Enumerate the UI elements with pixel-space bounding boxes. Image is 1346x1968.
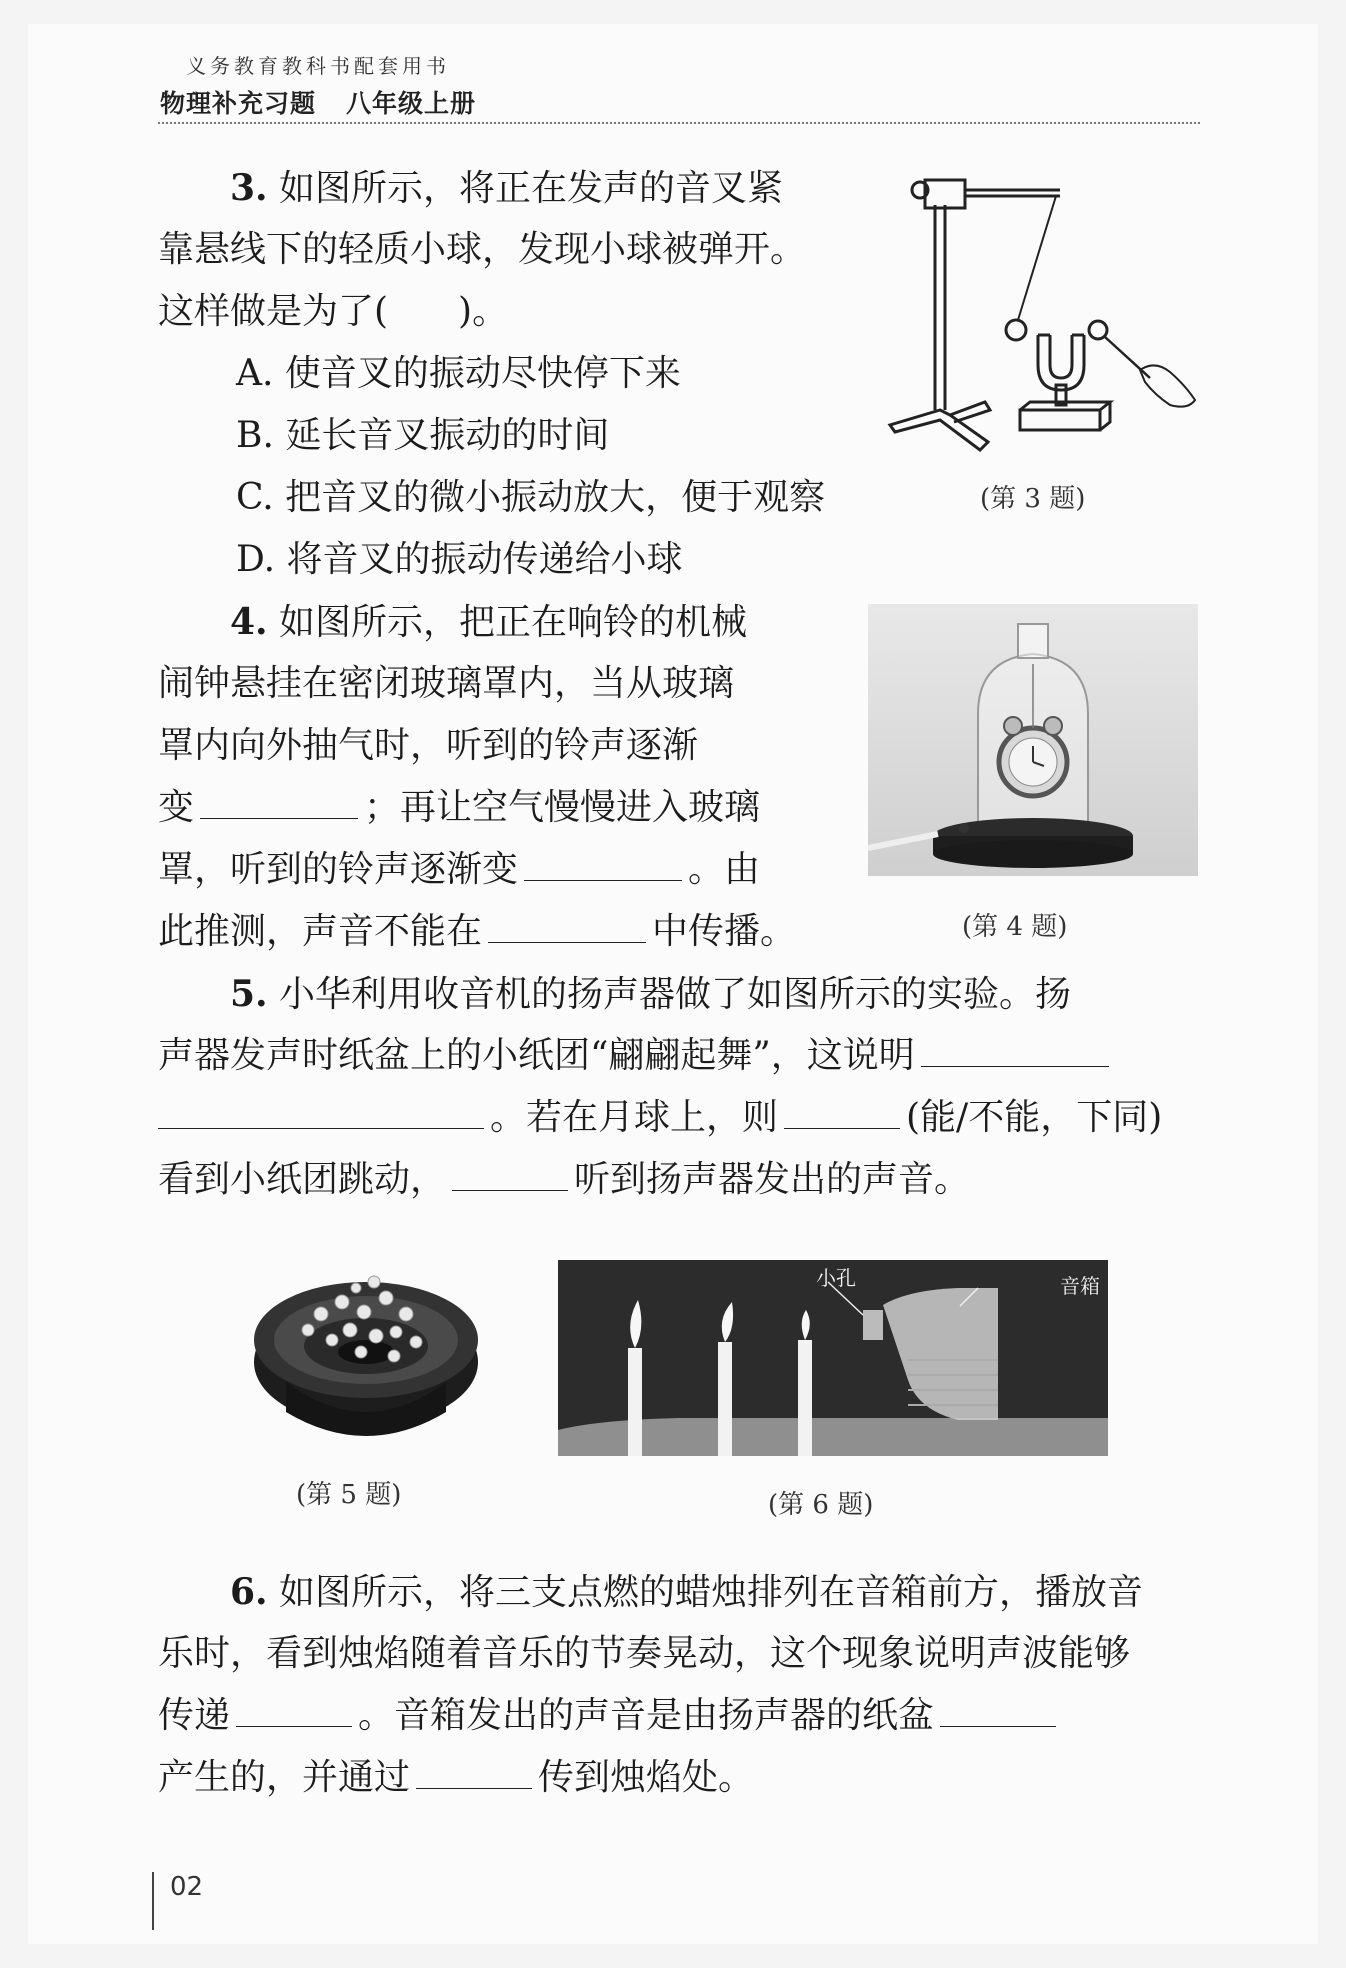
series-title: 义务教育教科书配套用书 <box>186 54 450 78</box>
q3-option-a[interactable]: A. 使音叉的振动尽快停下来 <box>236 353 681 394</box>
book-title <box>160 84 476 120</box>
q6-blank-3[interactable] <box>416 1752 532 1789</box>
fig4-caption: (第 4 题) <box>962 912 1068 942</box>
q3-number: 3. <box>230 167 268 209</box>
q4-blank-3[interactable] <box>488 906 646 943</box>
q5-number: 5. <box>230 973 268 1015</box>
label-hole: 小孔 <box>816 1266 856 1290</box>
q5-line4: 看到小纸团跳动， 听到扬声器发出的声音。 <box>158 1150 970 1210</box>
q4-line3: 罩内向外抽气时，听到的铃声逐渐 <box>158 725 699 766</box>
q5-blank-1b[interactable] <box>158 1092 484 1129</box>
header-divider <box>158 122 1200 124</box>
fig3-caption: (第 3 题) <box>980 484 1086 514</box>
fig5-caption: (第 5 题) <box>296 1480 402 1510</box>
q3-line2: 靠悬线下的轻质小球，发现小球被弹开。 <box>158 229 807 270</box>
speaker-figure <box>246 1262 486 1452</box>
bell-jar-photo <box>868 604 1198 876</box>
q4-line1: 4. 如图所示，把正在响铃的机械 <box>230 601 748 643</box>
q3-option-d[interactable]: D. 将音叉的振动传递给小球 <box>236 539 683 580</box>
page-number-bar <box>152 1872 154 1930</box>
q3-line3: 这样做是为了( )。 <box>158 291 509 332</box>
q5-line1: 5. 小华利用收音机的扬声器做了如图所示的实验。扬 <box>230 973 1072 1015</box>
q5-line2: 声器发声时纸盆上的小纸团“翩翩起舞”，这说明 <box>158 1026 1109 1086</box>
q3-option-c[interactable]: C. 把音叉的微小振动放大，便于观察 <box>236 477 826 518</box>
q4-line2: 闹钟悬挂在密闭玻璃罩内，当从玻璃 <box>158 663 735 704</box>
q3-option-b[interactable]: B. 延长音叉振动的时间 <box>236 415 610 456</box>
book-name: 物理补充习题 <box>160 89 317 118</box>
tuning-fork-figure <box>870 160 1210 460</box>
q6-number: 6. <box>230 1571 268 1613</box>
candles-speaker-photo <box>558 1260 1108 1456</box>
q6-line2: 乐时，看到烛焰随着音乐的节奏晃动，这个现象说明声波能够 <box>158 1633 1131 1674</box>
q6-line1: 6. 如图所示，将三支点燃的蜡烛排列在音箱前方，播放音 <box>230 1571 1144 1613</box>
q5-blank-1a[interactable] <box>921 1030 1109 1067</box>
page-number: 02 <box>170 1872 204 1902</box>
q6-blank-1[interactable] <box>236 1690 352 1727</box>
q5-line3: 。若在月球上，则 (能/不能，下同) <box>158 1088 1162 1148</box>
q4-line4: 变 ；再让空气慢慢进入玻璃 <box>158 778 760 838</box>
q4-blank-1[interactable] <box>200 782 358 819</box>
fig6-caption: (第 6 题) <box>768 1490 874 1520</box>
q6-blank-2[interactable] <box>940 1690 1056 1727</box>
q6-line4: 产生的，并通过 传到烛焰处。 <box>158 1748 754 1808</box>
q4-line5: 罩，听到的铃声逐渐变 。由 <box>158 840 760 900</box>
q4-blank-2[interactable] <box>524 844 682 881</box>
q5-blank-3[interactable] <box>452 1154 568 1191</box>
q6-line3: 传递 。音箱发出的声音是由扬声器的纸盆 <box>158 1686 1056 1746</box>
q5-blank-2[interactable] <box>784 1092 900 1129</box>
label-speaker-box: 音箱 <box>1060 1274 1100 1298</box>
grade-label: 八年级上册 <box>346 89 477 118</box>
q4-number: 4. <box>230 601 268 643</box>
q4-line6: 此推测，声音不能在 中传播。 <box>158 902 796 962</box>
q3-line1: 3. 如图所示，将正在发声的音叉紧 <box>230 167 784 209</box>
